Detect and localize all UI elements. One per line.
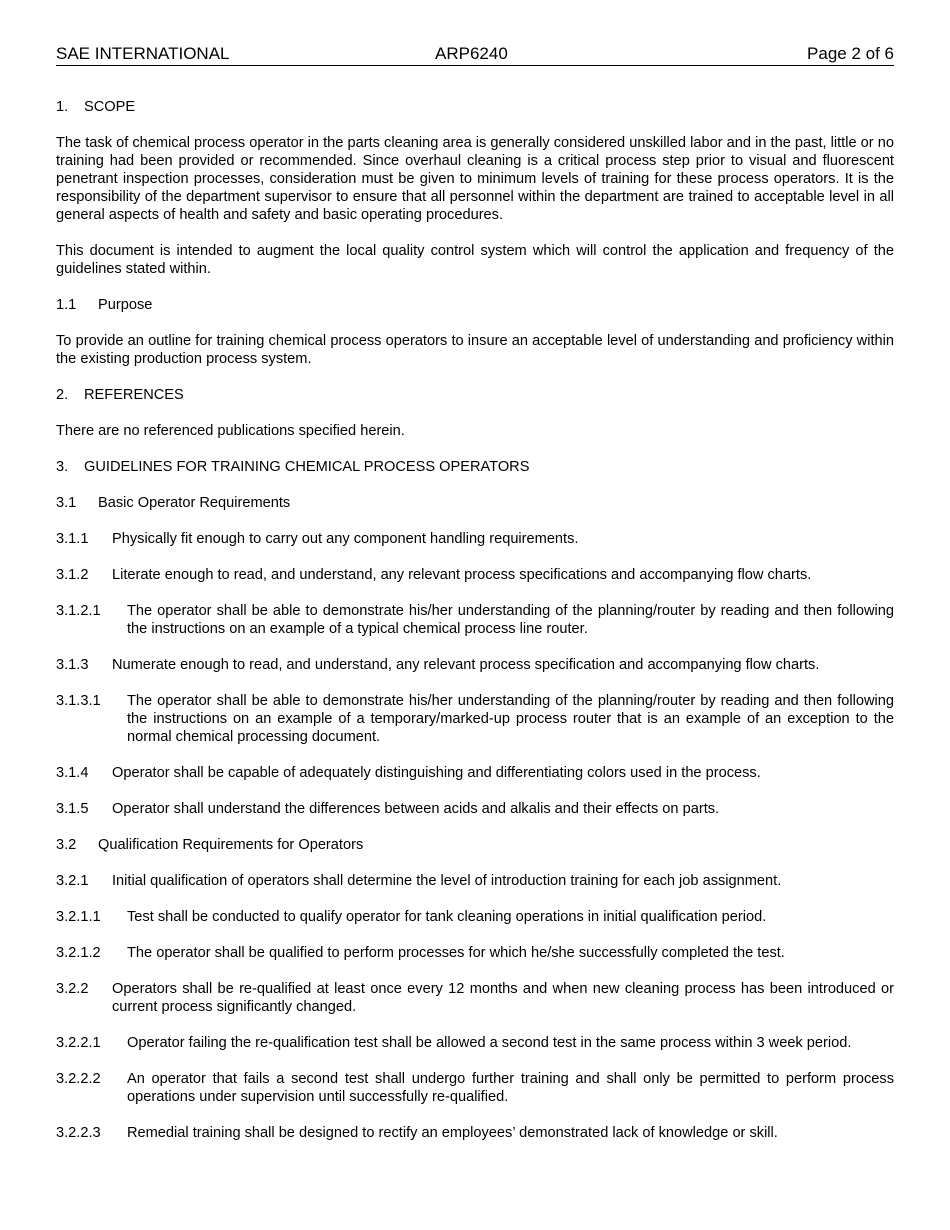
item-number: 3.1.3 xyxy=(56,657,89,673)
item-number: 3.2.2.2 xyxy=(56,1071,101,1087)
item-text: The operator shall be qualified to perform processes for which he/she successfully completed the test. xyxy=(127,945,785,961)
item-text: Operators shall be re-qualified at least once every 12 months and when new cleaning process has been introduced or current process significantly changed. xyxy=(112,981,894,1015)
list-item-3-2-1 xyxy=(56,872,894,890)
section-heading-1-1 xyxy=(56,296,894,314)
item-text: Operator shall understand the differences between acids and alkalis and their effects on parts. xyxy=(112,801,720,817)
section-number: 1. xyxy=(56,99,69,115)
item-number: 3.1.4 xyxy=(56,765,89,781)
section-number: 3.2 xyxy=(56,837,77,853)
list-item-3-1-2-1 xyxy=(56,602,894,638)
list-item-3-2-2-2 xyxy=(56,1070,894,1106)
section-number: 2. xyxy=(56,387,69,403)
list-item-3-2-2-1 xyxy=(56,1034,894,1052)
item-text: Test shall be conducted to qualify operator for tank cleaning operations in initial qualification period. xyxy=(127,909,767,925)
item-number: 3.1.1 xyxy=(56,531,89,547)
section-heading-3-2 xyxy=(56,836,894,854)
item-text: Numerate enough to read, and understand, any relevant process specification and accompanying flow charts. xyxy=(112,657,820,673)
paragraph: To provide an outline for training chemical process operators to insure an acceptable level of understanding and proficiency within the existing production process system. xyxy=(56,333,894,367)
list-item-3-1-2 xyxy=(56,566,894,584)
page-header xyxy=(56,43,894,66)
item-text: The operator shall be able to demonstrate his/her understanding of the planning/router by reading and then following the instructions on an example of a temporary/marked-up process router that is an example of an exception to the normal chemical processing document. xyxy=(127,693,894,745)
item-text: Operator shall be capable of adequately distinguishing and differentiating colors used in the process. xyxy=(112,765,761,781)
section-number: 3.1 xyxy=(56,495,77,511)
item-text: Operator failing the re-qualification test shall be allowed a second test in the same process within 3 week period. xyxy=(127,1035,852,1051)
section-title: REFERENCES xyxy=(84,387,184,403)
list-item-3-2-1-2 xyxy=(56,944,894,962)
section-title: Purpose xyxy=(98,297,153,313)
list-item-3-1-1 xyxy=(56,530,894,548)
header-org: SAE INTERNATIONAL xyxy=(56,44,230,63)
paragraph: There are no referenced publications specified herein. xyxy=(56,423,405,439)
list-item-3-1-3-1 xyxy=(56,692,894,746)
list-item-3-2-2-3 xyxy=(56,1124,894,1142)
item-text: Remedial training shall be designed to rectify an employees’ demonstrated lack of knowledge or skill. xyxy=(127,1125,778,1141)
paragraph: This document is intended to augment the local quality control system which will control the application and frequency of the guidelines stated within. xyxy=(56,243,894,277)
item-number: 3.2.1.1 xyxy=(56,909,101,925)
item-number: 3.1.2.1 xyxy=(56,603,101,619)
list-item-3-1-4 xyxy=(56,764,894,782)
document-body xyxy=(56,98,894,1142)
item-number: 3.2.2.3 xyxy=(56,1125,101,1141)
header-doc-id: ARP6240 xyxy=(435,44,508,63)
section-number: 3. xyxy=(56,459,69,475)
list-item-3-1-5 xyxy=(56,800,894,818)
item-number: 3.1.3.1 xyxy=(56,693,101,709)
item-text: Physically fit enough to carry out any component handling requirements. xyxy=(112,531,579,547)
section-title: Basic Operator Requirements xyxy=(98,495,291,511)
section-heading-3 xyxy=(56,458,894,476)
item-number: 3.1.5 xyxy=(56,801,89,817)
section-title: SCOPE xyxy=(84,99,136,115)
list-item-3-2-1-1 xyxy=(56,908,894,926)
item-text: Initial qualification of operators shall determine the level of introduction training for each job assignment. xyxy=(112,873,782,889)
item-text: Literate enough to read, and understand, any relevant process specifications and accompanying flow charts. xyxy=(112,567,812,583)
section-number: 1.1 xyxy=(56,297,77,313)
item-number: 3.2.2 xyxy=(56,981,89,997)
item-number: 3.2.2.1 xyxy=(56,1035,101,1051)
paragraph: The task of chemical process operator in the parts cleaning area is generally considered unskilled labor and in the past, little or no training had been provided or recommended. Since overhaul cleaning is a critical process step prior to visual and fluorescent penetrant inspection processes, consideration must be given to minimum levels of training for these process operators. It is the responsibility of the department supervisor to ensure that all personnel within the department are trained to acceptable level in all general aspects of health and safety and basic operating procedures. xyxy=(56,135,894,223)
section-title: Qualification Requirements for Operators xyxy=(98,837,364,853)
item-number: 3.2.1.2 xyxy=(56,945,101,961)
item-text: The operator shall be able to demonstrate his/her understanding of the planning/router by reading and then following the instructions on an example of a typical chemical process line router. xyxy=(127,603,894,637)
list-item-3-2-2 xyxy=(56,980,894,1016)
item-text: An operator that fails a second test shall undergo further training and shall only be permitted to perform process operations under supervision until successfully re-qualified. xyxy=(127,1071,894,1105)
item-number: 3.1.2 xyxy=(56,567,89,583)
section-heading-2 xyxy=(56,386,894,404)
section-heading-3-1 xyxy=(56,494,894,512)
section-title: GUIDELINES FOR TRAINING CHEMICAL PROCESS OPERATORS xyxy=(84,459,530,475)
item-number: 3.2.1 xyxy=(56,873,89,889)
list-item-3-1-3 xyxy=(56,656,894,674)
section-heading-1 xyxy=(56,98,894,116)
header-page-number: Page 2 of 6 xyxy=(807,44,894,63)
